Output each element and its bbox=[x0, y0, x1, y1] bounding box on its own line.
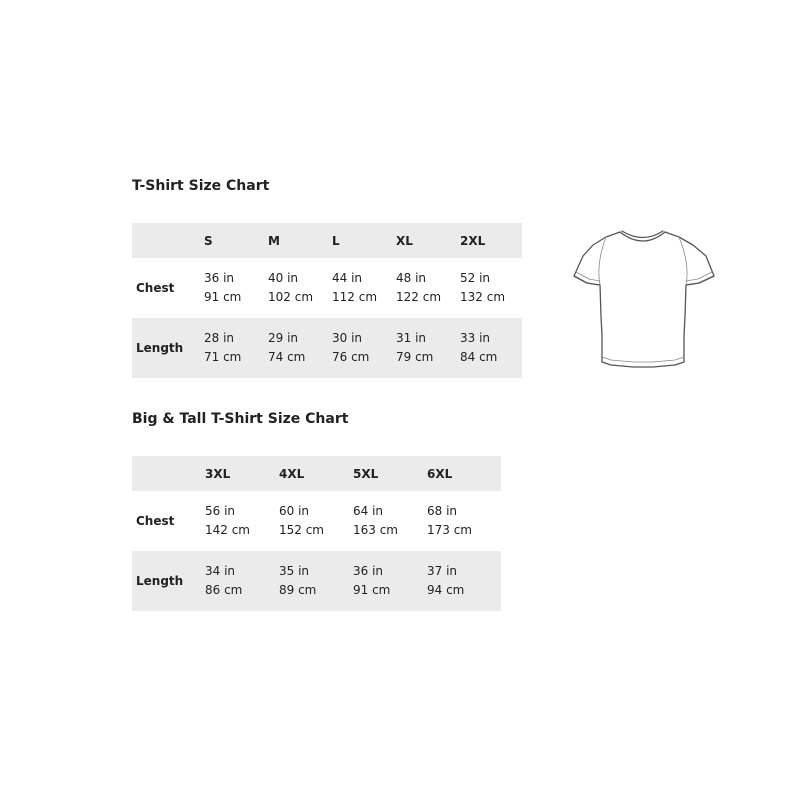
header-blank-cell bbox=[132, 456, 205, 491]
size-header: L bbox=[332, 223, 396, 258]
big-tall-size-table bbox=[132, 456, 501, 611]
measurement-cell bbox=[204, 258, 268, 318]
cm-value: 86 cm bbox=[204, 583, 243, 597]
measurement-cell bbox=[205, 491, 279, 551]
inches-value: 33 in bbox=[460, 331, 491, 345]
inches-value: 52 in bbox=[460, 271, 491, 285]
size-header: 2XL bbox=[460, 223, 522, 258]
inches-value: 34 in bbox=[204, 564, 236, 578]
table-header-row bbox=[132, 456, 501, 491]
measurement-cell bbox=[332, 258, 396, 318]
cm-value: 71 cm bbox=[204, 350, 242, 364]
size-table bbox=[132, 223, 522, 378]
size-header: M bbox=[268, 223, 332, 258]
table-row-length bbox=[132, 551, 501, 611]
measurement-cell bbox=[268, 258, 332, 318]
measurement-cell bbox=[460, 318, 522, 378]
inches-value: 36 in bbox=[204, 271, 235, 285]
cm-value: 102 cm bbox=[268, 290, 314, 304]
size-header: 4XL bbox=[279, 456, 353, 491]
cm-value: 152 cm bbox=[278, 523, 324, 537]
measurement-cell bbox=[268, 318, 332, 378]
inches-value: 44 in bbox=[332, 271, 363, 285]
inches-value: 60 in bbox=[278, 504, 310, 518]
inches-value: 64 in bbox=[352, 504, 384, 518]
tshirt-icon bbox=[569, 224, 721, 372]
cm-value: 79 cm bbox=[396, 350, 434, 364]
cm-value: 142 cm bbox=[204, 523, 250, 537]
measurement-cell bbox=[396, 258, 460, 318]
cm-value: 76 cm bbox=[332, 350, 370, 364]
measurement-cell bbox=[353, 491, 427, 551]
size-chart-title: T-Shirt Size Chart bbox=[132, 178, 270, 194]
measurement-cell bbox=[205, 551, 279, 611]
cm-value: 173 cm bbox=[426, 523, 472, 537]
measurement-cell bbox=[204, 318, 268, 378]
inches-value: 30 in bbox=[332, 331, 363, 345]
inches-value: 31 in bbox=[396, 331, 427, 345]
size-header: 3XL bbox=[205, 456, 279, 491]
cm-value: 89 cm bbox=[278, 583, 317, 597]
inches-value: 56 in bbox=[204, 504, 236, 518]
measurement-cell bbox=[427, 551, 501, 611]
table-row-length bbox=[132, 318, 522, 378]
cm-value: 163 cm bbox=[352, 523, 398, 537]
row-label: Chest bbox=[136, 281, 175, 295]
inches-value: 28 in bbox=[204, 331, 235, 345]
inches-value: 48 in bbox=[396, 271, 427, 285]
measurement-cell bbox=[279, 551, 353, 611]
measurement-cell bbox=[460, 258, 522, 318]
size-header: XL bbox=[396, 223, 460, 258]
inches-value: 36 in bbox=[352, 564, 384, 578]
table-header-row bbox=[132, 223, 522, 258]
inches-value: 68 in bbox=[426, 504, 458, 518]
table-row-chest bbox=[132, 491, 501, 551]
inches-value: 29 in bbox=[268, 331, 299, 345]
size-header: 6XL bbox=[427, 456, 501, 491]
measurement-cell bbox=[353, 551, 427, 611]
cm-value: 94 cm bbox=[426, 583, 465, 597]
measurement-cell bbox=[427, 491, 501, 551]
row-label: Length bbox=[132, 551, 205, 611]
row-label: Chest bbox=[136, 514, 175, 528]
cm-value: 84 cm bbox=[460, 350, 498, 364]
inches-value: 35 in bbox=[278, 564, 310, 578]
cm-value: 91 cm bbox=[352, 583, 391, 597]
cm-value: 122 cm bbox=[396, 290, 442, 304]
cm-value: 74 cm bbox=[268, 350, 306, 364]
measurement-cell bbox=[279, 491, 353, 551]
size-header: S bbox=[204, 223, 268, 258]
measurement-cell bbox=[396, 318, 460, 378]
cm-value: 91 cm bbox=[204, 290, 242, 304]
row-label: Length bbox=[132, 318, 204, 378]
header-blank-cell bbox=[132, 223, 204, 258]
cm-value: 112 cm bbox=[332, 290, 378, 304]
table-row-chest bbox=[132, 258, 522, 318]
measurement-cell bbox=[332, 318, 396, 378]
inches-value: 37 in bbox=[426, 564, 458, 578]
cm-value: 132 cm bbox=[460, 290, 506, 304]
big-tall-chart-title: Big & Tall T-Shirt Size Chart bbox=[132, 411, 349, 427]
inches-value: 40 in bbox=[268, 271, 299, 285]
size-header: 5XL bbox=[353, 456, 427, 491]
